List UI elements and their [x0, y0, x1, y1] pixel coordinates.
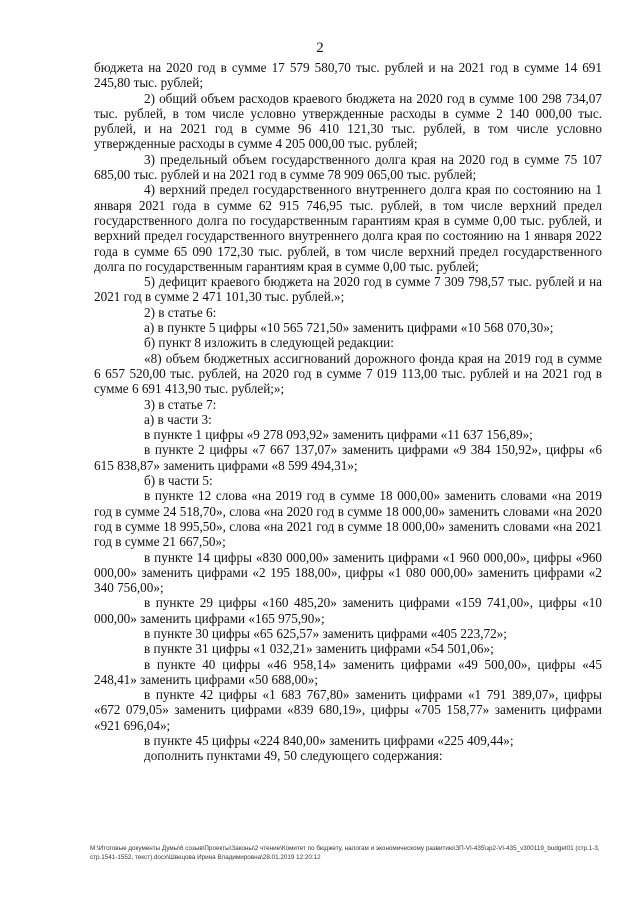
paragraph: в пункте 40 цифры «46 958,14» заменить цифрами «49 500,00», цифры «45 248,41» заменить цифрами «50 688,00»; — [94, 656, 602, 687]
paragraph: 5) дефицит краевого бюджета на 2020 год в сумме 7 309 798,57 тыс. рублей и на 2021 год в сумме 2 471 101,30 тыс. рублей.»; — [94, 274, 602, 305]
paragraph: в пункте 42 цифры «1 683 767,80» заменить цифрами «1 791 389,07», цифры «672 079,05» заменить цифрами «839 680,19», цифры «705 158,77» заменить цифрами «921 696,04»; — [94, 687, 602, 733]
paragraph: а) в пункте 5 цифры «10 565 721,50» заменить цифрами «10 568 070,30»; — [144, 320, 554, 336]
paragraph: в пункте 31 цифры «1 032,21» заменить цифрами «54 501,06»; — [144, 641, 494, 657]
file-path-footer: M:\Итоговые документы Думы\6 созыв\Проекты\Законы\2 чтение\Комитет по бюджету, налогам и экономическому развитию\ЗП-VI-435\зр2-VI-435_v300119_budget01 (стр.1-3, стр.1541-1552, текст).docx\Швецова Ирина Владимировна\28.01.2019 12:20:12 — [90, 845, 600, 861]
paragraph: в пункте 1 цифры «9 278 093,92» заменить цифрами «11 637 156,89»; — [144, 427, 533, 443]
paragraph: в пункте 2 цифры «7 667 137,07» заменить цифрами «9 384 150,92», цифры «6 615 838,87» заменить цифрами «8 599 494,31»; — [94, 442, 602, 473]
paragraph: дополнить пунктами 49, 50 следующего содержания: — [144, 748, 443, 764]
paragraph: 2) общий объем расходов краевого бюджета на 2020 год в сумме 100 298 734,07 тыс. рублей, в том числе условно утвержденные расходы в сумме 2 140 000,00 тыс. рублей, и на 2021 год в сумме 96 410 121,30 тыс. рублей, в том числе условно утвержденные расходы в сумме 4 205 000,00 тыс. рублей; — [94, 90, 602, 152]
paragraph: «8) объем бюджетных ассигнований дорожного фонда края на 2019 год в сумме 6 657 520,00 тыс. рублей, на 2020 год в сумме 7 019 113,00 тыс. рублей и на 2021 год в сумме 6 691 413,90 тыс. рублей;»; — [94, 350, 602, 397]
page-number: 2 — [316, 40, 324, 56]
paragraph: в пункте 45 цифры «224 840,00» заменить цифрами «225 409,44»; — [144, 733, 514, 749]
paragraph: в пункте 14 цифры «830 000,00» заменить цифрами «1 960 000,00», цифры «960 000,00» заменить цифрами «2 195 188,00», цифры «1 080 000,00» заменить цифрами «2 340 756,00»; — [94, 549, 602, 596]
paragraph: бюджета на 2020 год в сумме 17 579 580,70 тыс. рублей и на 2021 год в сумме 14 691 245,80 тыс. рублей; — [94, 60, 602, 91]
document-body — [94, 60, 602, 764]
paragraph: а) в части 3: — [144, 411, 212, 427]
paragraph: в пункте 29 цифры «160 485,20» заменить цифрами «159 741,00», цифры «10 000,00» заменить цифрами «165 975,90»; — [94, 595, 602, 626]
paragraph: в пункте 30 цифры «65 625,57» заменить цифрами «405 223,72»; — [144, 625, 507, 641]
paragraph: 3) предельный объем государственного долга края на 2020 год в сумме 75 107 685,00 тыс. рублей и на 2021 год в сумме 78 909 065,00 тыс. рублей; — [94, 151, 602, 183]
paragraph: 2) в статье 6: — [144, 304, 217, 320]
paragraph: б) в части 5: — [144, 473, 213, 489]
paragraph: 3) в статье 7: — [144, 396, 217, 412]
paragraph: б) пункт 8 изложить в следующей редакции: — [144, 335, 394, 351]
paragraph: 4) верхний предел государственного внутреннего долга края по состоянию на 1 января 2021 года в сумме 62 915 746,95 тыс. рублей, в том числе верхний предел государственного долга по государственным гарантиям края в сумме 0,00 тыс. рублей, и верхний предел государственного внутреннего долга края по состоянию на 1 января 2022 года в сумме 65 090 172,30 тыс. рублей, в том числе верхний предел государственного долга по государственным гарантиям края в сумме 0,00 тыс. рублей; — [94, 182, 602, 274]
paragraph: в пункте 12 слова «на 2019 год в сумме 18 000,00» заменить словами «на 2019 год в сумме 24 518,70», слова «на 2020 год в сумме 18 000,00» заменить словами «на 2020 год в сумме 18 995,50», слова «на 2021 год в сумме 18 000,00» заменить словами «на 2021 год в сумме 21 667,50»; — [94, 488, 602, 550]
